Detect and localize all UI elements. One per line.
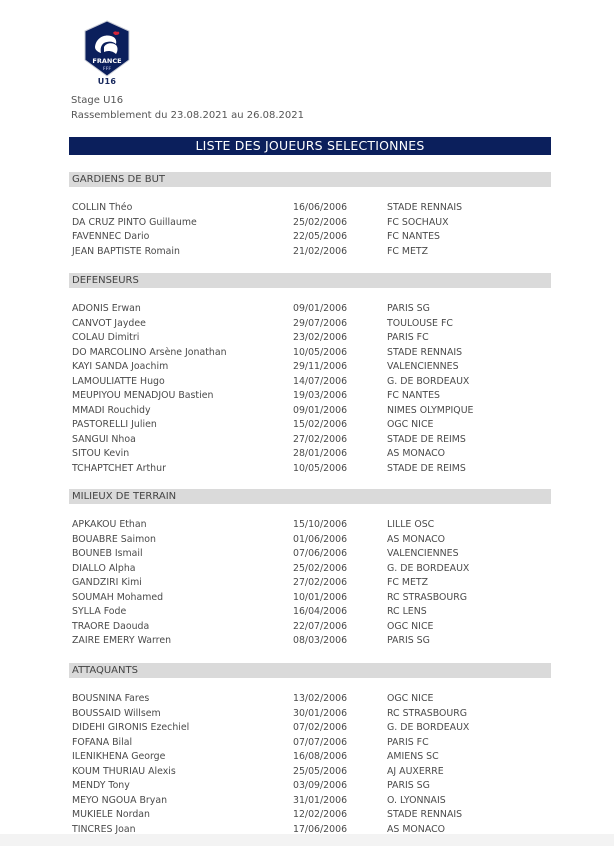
player-name: MEUPIYOU MENADJOU Bastien [72, 390, 214, 401]
player-club: PARIS FC [387, 332, 429, 343]
player-name: MENDY Tony [72, 780, 130, 791]
player-name: DO MARCOLINO Arsène Jonathan [72, 346, 227, 358]
player-dob: 29/11/2006 [293, 361, 348, 372]
player-row [72, 331, 542, 345]
page-bottom-edge [0, 834, 614, 846]
player-dob: 12/02/2006 [293, 809, 348, 820]
player-club: O. LYONNAIS [387, 794, 446, 806]
player-dob: 27/02/2006 [293, 577, 348, 588]
player-row [72, 317, 542, 331]
player-name: BOUABRE Saimon [72, 533, 156, 545]
player-club: STADE RENNAIS [387, 809, 463, 820]
player-club: G. DE BORDEAUX [387, 562, 470, 574]
player-name: MEYO NGOUA Bryan [72, 794, 168, 806]
player-name: SYLLA Fode [72, 606, 127, 617]
player-dob: 31/01/2006 [293, 794, 348, 806]
section-header-defenders: DEFENSEURS [69, 273, 551, 288]
fff-rooster-crest-icon [82, 20, 132, 78]
player-club: OGC NICE [387, 693, 434, 704]
player-name: MUKIELE Nordan [72, 809, 150, 820]
player-name: ILENIKHENA George [72, 751, 166, 762]
player-name: KOUM THURIAU Alexis [72, 765, 176, 777]
gathering-dates: Rassemblement du 23.08.2021 au 26.08.2021 [71, 110, 304, 121]
player-club: PARIS SG [387, 303, 430, 314]
player-club: G. DE BORDEAUX [387, 722, 470, 733]
player-club: AJ AUXERRE [387, 765, 444, 777]
player-dob: 09/01/2006 [293, 404, 348, 416]
player-club: STADE RENNAIS [387, 202, 463, 213]
player-row [72, 591, 542, 605]
player-row [72, 216, 542, 230]
player-dob: 27/02/2006 [293, 433, 348, 445]
player-club: TOULOUSE FC [387, 317, 453, 329]
page-title-banner: LISTE DES JOUEURS SELECTIONNES [69, 137, 551, 155]
player-row [72, 245, 542, 259]
player-club: RC STRASBOURG [387, 591, 468, 603]
player-dob: 14/07/2006 [293, 375, 348, 387]
player-name: PASTORELLI Julien [72, 419, 157, 430]
player-row [72, 418, 542, 432]
logo-caption: U16 [97, 77, 117, 86]
player-dob: 29/07/2006 [293, 317, 348, 329]
player-name: BOUSSAID Willsem [72, 707, 161, 719]
player-dob: 01/06/2006 [293, 533, 348, 545]
player-name: ZAIRE EMERY Warren [72, 635, 172, 646]
player-row [72, 620, 542, 634]
player-row [72, 794, 542, 808]
player-dob: 16/08/2006 [293, 751, 348, 762]
player-name: COLAU Dimitri [72, 332, 140, 343]
player-dob: 19/03/2006 [293, 390, 348, 401]
player-dob: 28/01/2006 [293, 448, 348, 459]
section-header-goalkeepers: GARDIENS DE BUT [69, 172, 551, 187]
player-row [72, 605, 542, 619]
player-name: FOFANA Bilal [72, 736, 133, 748]
player-dob: 07/06/2006 [293, 548, 348, 559]
section-header-midfielders: MILIEUX DE TERRAIN [69, 489, 551, 504]
player-dob: 09/01/2006 [293, 303, 348, 314]
player-club: FC METZ [387, 577, 429, 588]
player-club: G. DE BORDEAUX [387, 375, 470, 387]
player-row [72, 230, 542, 244]
player-name: SOUMAH Mohamed [72, 591, 164, 603]
player-club: FC SOCHAUX [387, 216, 449, 228]
svg-text:FRANCE: FRANCE [92, 57, 122, 65]
player-name: GANDZIRI Kimi [72, 577, 142, 588]
player-club: STADE DE REIMS [387, 462, 466, 474]
player-name: TCHAPTCHET Arthur [72, 462, 166, 474]
player-name: TRAORE Daouda [72, 620, 150, 632]
player-row [72, 707, 542, 721]
player-dob: 16/06/2006 [293, 202, 348, 213]
player-dob: 16/04/2006 [293, 606, 348, 617]
player-club: RC STRASBOURG [387, 707, 468, 719]
player-dob: 13/02/2006 [293, 693, 348, 704]
player-club: AS MONACO [387, 533, 445, 545]
player-row [72, 562, 542, 576]
player-club: PARIS FC [387, 736, 429, 748]
player-name: JEAN BAPTISTE Romain [72, 245, 180, 257]
player-dob: 15/10/2006 [293, 519, 348, 530]
player-dob: 17/06/2006 [293, 823, 348, 835]
player-club: VALENCIENNES [387, 361, 459, 372]
player-dob: 07/02/2006 [293, 722, 348, 733]
player-club: PARIS SG [387, 635, 430, 646]
player-dob: 22/07/2006 [293, 620, 348, 632]
player-row [72, 360, 542, 374]
player-row [72, 750, 542, 764]
player-row [72, 447, 542, 461]
player-name: FAVENNEC Dario [72, 231, 150, 242]
player-name: MMADI Rouchidy [72, 404, 151, 416]
player-row [72, 201, 542, 215]
player-club: RC LENS [387, 606, 427, 617]
player-row [72, 433, 542, 447]
player-dob: 21/02/2006 [293, 245, 348, 257]
player-club: AMIENS SC [387, 751, 439, 762]
player-row [72, 779, 542, 793]
player-name: CANVOT Jaydee [72, 317, 146, 329]
player-row [72, 692, 542, 706]
player-row [72, 302, 542, 316]
player-name: SANGUI Nhoa [72, 433, 136, 445]
player-club: PARIS SG [387, 780, 430, 791]
player-dob: 25/02/2006 [293, 562, 348, 574]
player-name: KAYI SANDA Joachim [72, 361, 169, 372]
player-dob: 30/01/2006 [293, 707, 348, 719]
player-club: VALENCIENNES [387, 548, 459, 559]
player-dob: 15/02/2006 [293, 419, 348, 430]
svg-text:FFF: FFF [102, 66, 112, 71]
player-row [72, 808, 542, 822]
player-name: DIALLO Alpha [72, 562, 136, 574]
player-row [72, 389, 542, 403]
player-row [72, 547, 542, 561]
player-row [72, 533, 542, 547]
player-club: AS MONACO [387, 823, 445, 835]
player-row [72, 404, 542, 418]
player-name: BOUNEB Ismail [72, 548, 143, 559]
player-club: FC METZ [387, 245, 429, 257]
player-dob: 25/05/2006 [293, 765, 348, 777]
player-row [72, 576, 542, 590]
player-name: LAMOULIATTE Hugo [72, 375, 165, 387]
player-dob: 22/05/2006 [293, 231, 348, 242]
player-row [72, 375, 542, 389]
player-club: NIMES OLYMPIQUE [387, 404, 474, 416]
player-dob: 07/07/2006 [293, 736, 348, 748]
player-club: LILLE OSC [387, 519, 435, 530]
player-dob: 25/02/2006 [293, 216, 348, 228]
player-club: AS MONACO [387, 448, 445, 459]
player-dob: 03/09/2006 [293, 780, 348, 791]
section-header-forwards: ATTAQUANTS [69, 663, 551, 678]
player-club: STADE RENNAIS [387, 346, 463, 358]
player-name: SITOU Kevin [72, 448, 130, 459]
player-name: COLLIN Théo [72, 202, 133, 213]
player-dob: 10/05/2006 [293, 462, 348, 474]
player-name: BOUSNINA Fares [72, 693, 150, 704]
player-row [72, 518, 542, 532]
player-row [72, 346, 542, 360]
player-name: DA CRUZ PINTO Guillaume [72, 216, 197, 228]
stage-label: Stage U16 [71, 95, 124, 106]
player-name: DIDEHI GIRONIS Ezechiel [72, 722, 190, 733]
player-row [72, 736, 542, 750]
player-club: FC NANTES [387, 390, 440, 401]
player-name: ADONIS Erwan [72, 303, 141, 314]
player-name: APKAKOU Ethan [72, 519, 147, 530]
player-name: TINCRES Joan [72, 823, 136, 835]
player-club: OGC NICE [387, 620, 434, 632]
player-row [72, 634, 542, 648]
player-club: FC NANTES [387, 231, 440, 242]
player-dob: 08/03/2006 [293, 635, 348, 646]
player-club: OGC NICE [387, 419, 434, 430]
player-row [72, 462, 542, 476]
player-dob: 10/05/2006 [293, 346, 348, 358]
player-row [72, 721, 542, 735]
player-club: STADE DE REIMS [387, 433, 466, 445]
player-dob: 10/01/2006 [293, 591, 348, 603]
player-dob: 23/02/2006 [293, 332, 348, 343]
player-row [72, 765, 542, 779]
